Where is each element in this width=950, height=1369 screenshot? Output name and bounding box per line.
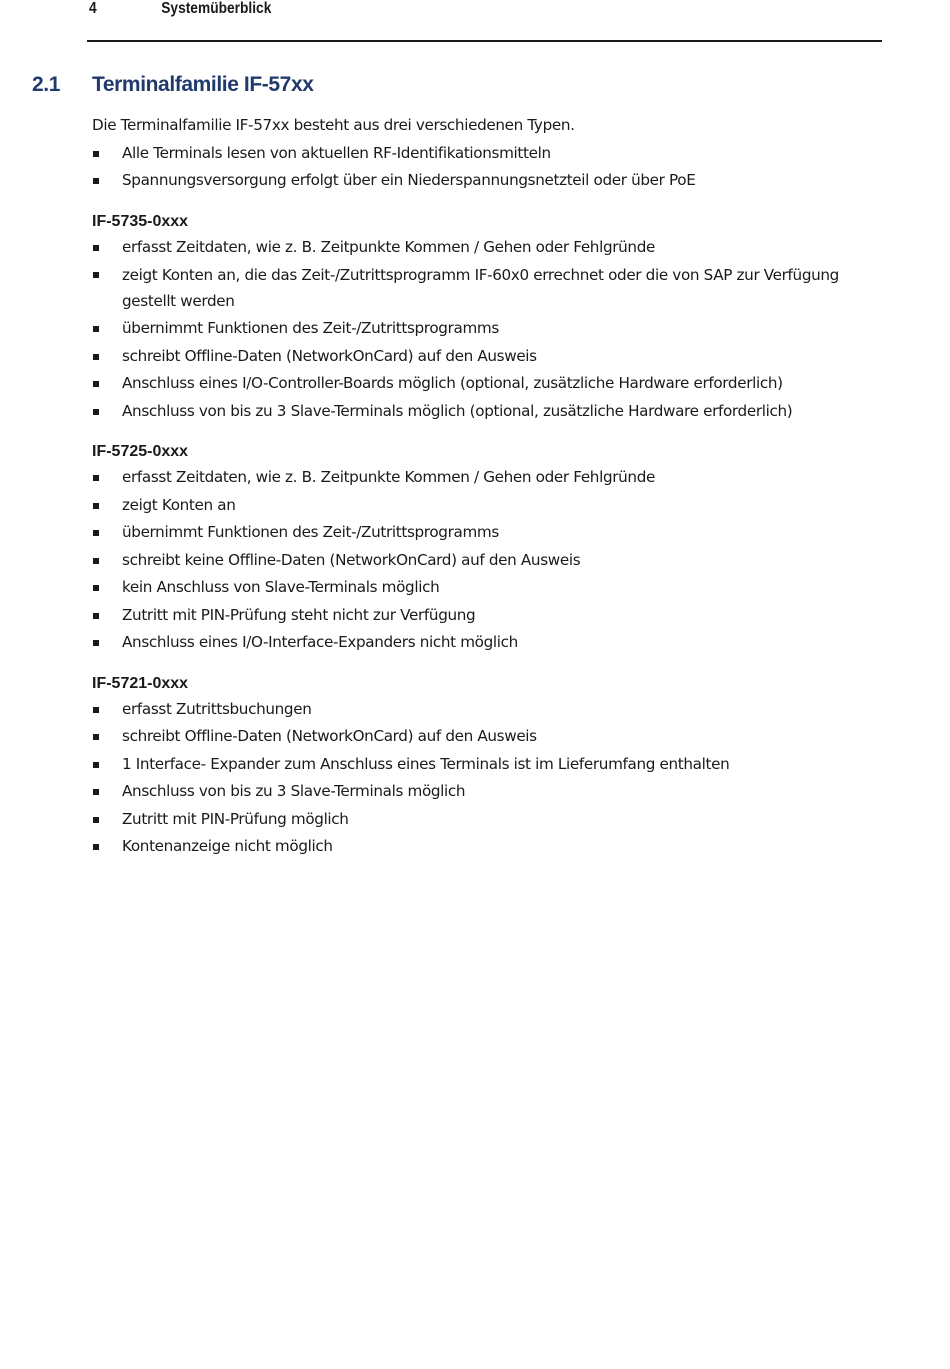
list-item-text: Anschluss von bis zu 3 Slave-Terminals möglich (optional, zusätzliche Hardware erforderlich) — [122, 401, 793, 420]
bullet-icon — [93, 585, 99, 591]
bullet-icon — [93, 844, 99, 850]
list-item-text: Anschluss eines I/O-Interface-Expanders nicht möglich — [122, 633, 518, 651]
list-item — [92, 370, 882, 398]
bullet-icon — [93, 151, 99, 157]
bullet-icon — [93, 409, 99, 415]
section-title: Terminalfamilie IF-57xx — [92, 73, 314, 96]
model-heading-if-5735: IF-5735-0xxx — [92, 212, 189, 230]
section-heading — [32, 72, 314, 98]
list-item-text: schreibt Offline-Daten (NetworkOnCard) auf den Ausweis — [122, 346, 537, 365]
model-feature-list-if-5721 — [92, 696, 882, 861]
list-item — [92, 140, 882, 168]
bullet-icon — [93, 326, 99, 332]
list-item-text: zeigt Konten an, die das Zeit-/Zutrittsprogramm IF-60x0 errechnet oder die von SAP zur Verfügung gestellt werden — [122, 266, 839, 310]
bullet-icon — [93, 354, 99, 360]
list-item-text: schreibt keine Offline-Daten (NetworkOnCard) auf den Ausweis — [122, 550, 581, 569]
bullet-icon — [93, 530, 99, 536]
bullet-icon — [93, 178, 99, 184]
list-item-text: Anschluss von bis zu 3 Slave-Terminals möglich — [122, 782, 466, 800]
list-item — [92, 602, 882, 630]
list-item — [92, 464, 882, 492]
list-item — [92, 574, 882, 602]
list-item — [92, 547, 882, 575]
list-item — [92, 806, 882, 834]
header-divider — [87, 40, 882, 42]
bullet-icon — [93, 475, 99, 481]
bullet-icon — [93, 503, 99, 509]
list-item — [92, 833, 882, 861]
list-item-text: Kontenanzeige nicht möglich — [122, 837, 333, 855]
bullet-icon — [93, 734, 99, 740]
list-item-text: übernimmt Funktionen des Zeit-/Zutrittsprogramms — [122, 319, 499, 337]
chapter-title: Systemüberblick — [161, 0, 272, 17]
list-item-text: Anschluss eines I/O-Controller-Boards möglich (optional, zusätzliche Hardware erforderlich) — [122, 374, 783, 392]
list-item-text: Zutritt mit PIN-Prüfung steht nicht zur Verfügung — [122, 605, 476, 624]
intro-paragraph: Die Terminalfamilie IF-57xx besteht aus drei verschiedenen Typen. — [92, 116, 575, 134]
list-item-text: erfasst Zeitdaten, wie z. B. Zeitpunkte Kommen / Gehen oder Fehlgründe — [122, 237, 655, 256]
list-item-text: Alle Terminals lesen von aktuellen RF-Identifikationsmitteln — [122, 143, 551, 162]
bullet-icon — [93, 558, 99, 564]
list-item — [92, 261, 882, 315]
list-item — [92, 629, 882, 657]
bullet-icon — [93, 381, 99, 387]
bullet-icon — [93, 245, 99, 251]
list-item — [92, 398, 882, 426]
bullet-icon — [93, 640, 99, 646]
bullet-icon — [93, 789, 99, 795]
list-item-text: schreibt Offline-Daten (NetworkOnCard) auf den Ausweis — [122, 727, 537, 745]
list-item-text: erfasst Zutrittsbuchungen — [122, 699, 312, 718]
section-number: 2.1 — [32, 73, 60, 96]
list-item-text: erfasst Zeitdaten, wie z. B. Zeitpunkte Kommen / Gehen oder Fehlgründe — [122, 468, 655, 486]
list-item — [92, 492, 882, 520]
bullet-icon — [93, 817, 99, 823]
list-item-text: Zutritt mit PIN-Prüfung möglich — [122, 809, 349, 828]
list-item-text: kein Anschluss von Slave-Terminals möglich — [122, 578, 440, 596]
list-item — [92, 723, 882, 751]
list-item — [92, 343, 882, 371]
list-item — [92, 167, 882, 195]
list-item — [92, 696, 882, 724]
list-item-text: Spannungsversorgung erfolgt über ein Niederspannungsnetzteil oder über PoE — [122, 171, 696, 189]
model-feature-list-if-5725 — [92, 464, 882, 657]
page-number: 4 — [89, 0, 97, 17]
list-item — [92, 315, 882, 343]
list-item — [92, 778, 882, 806]
bullet-icon — [93, 707, 99, 713]
list-item — [92, 519, 882, 547]
list-item — [92, 751, 882, 779]
bullet-icon — [93, 272, 99, 278]
bullet-icon — [93, 613, 99, 619]
section-body — [92, 112, 882, 861]
model-heading-if-5721: IF-5721-0xxx — [92, 674, 189, 692]
list-item — [92, 234, 882, 262]
model-feature-list-if-5735 — [92, 234, 882, 426]
list-item-text: übernimmt Funktionen des Zeit-/Zutrittsprogramms — [122, 523, 499, 541]
list-item-text: zeigt Konten an — [122, 495, 236, 514]
model-heading-if-5725: IF-5725-0xxx — [92, 443, 189, 460]
page-header — [89, 0, 271, 20]
list-item-text: 1 Interface- Expander zum Anschluss eines Terminals ist im Lieferumfang enthalten — [122, 754, 730, 773]
general-feature-list — [92, 140, 882, 195]
bullet-icon — [93, 762, 99, 768]
